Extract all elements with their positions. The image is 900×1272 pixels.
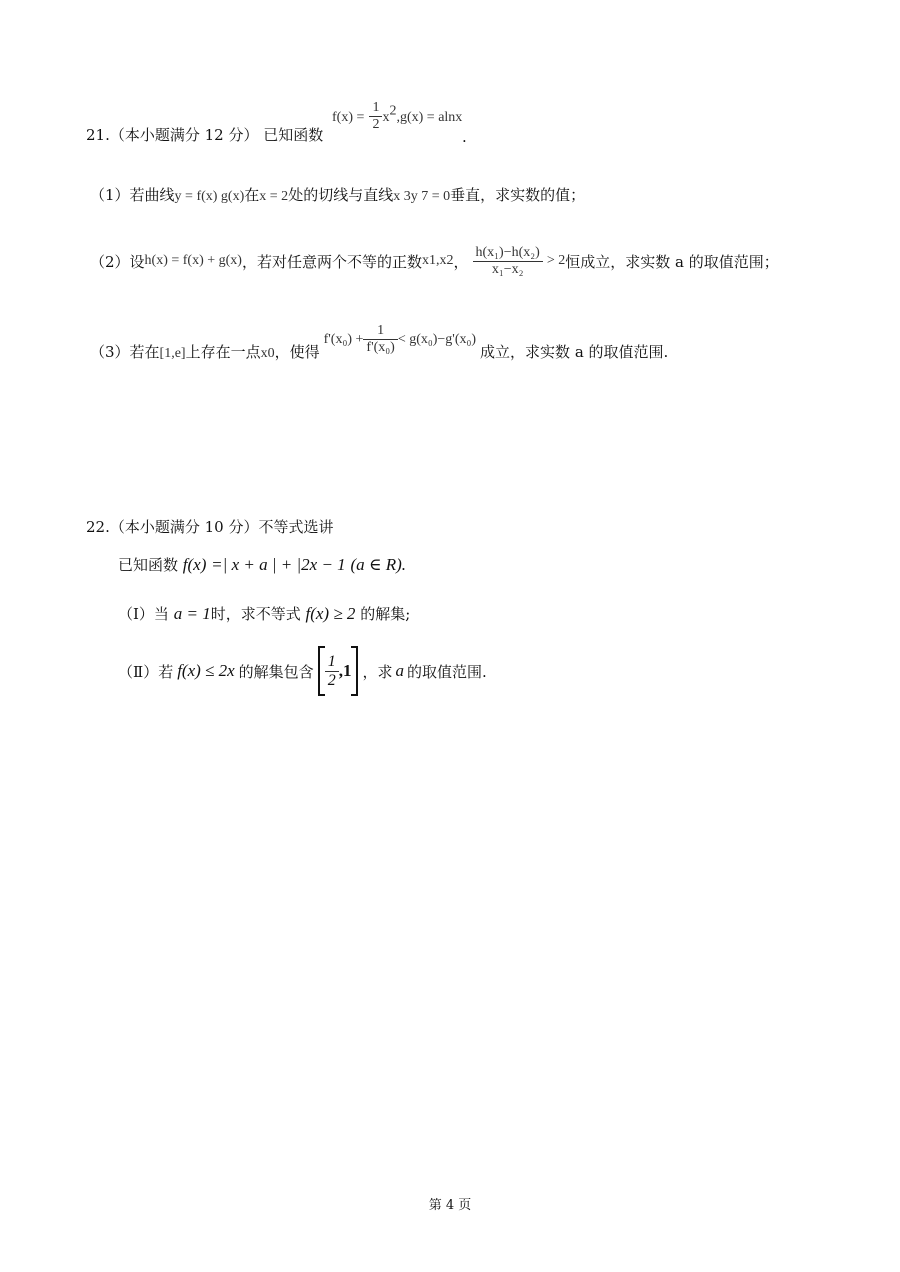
q21-part3: [90, 308, 668, 362]
q21-function-definition: [332, 100, 462, 133]
def-g: ,g(x) = alnx: [396, 110, 463, 125]
q22-p2-text-a: （Ⅱ）若: [118, 662, 174, 681]
def-f-exp: 2: [389, 103, 397, 119]
p3-text-d: 成立，求实数 a 的取值范围.: [480, 343, 669, 361]
p2-text-a: （2）设: [90, 252, 145, 271]
q22-p2-text-c: ，求: [362, 662, 393, 681]
p1-math-curve: y = f(x) g(x): [174, 189, 245, 204]
p3-math-interval: [1,e]: [159, 346, 186, 361]
q22-intro: [118, 554, 406, 575]
q22-p2-fraction: [325, 653, 339, 690]
q22-p2-one: ,1: [338, 661, 352, 680]
q22-p2-interval: [318, 646, 359, 696]
p3-num: 1: [377, 323, 385, 338]
q22-p1-text-a: （Ⅰ）当: [118, 605, 169, 623]
intro-domain: (a ∈ R).: [350, 555, 406, 574]
p2-text-b: ，若对任意两个不等的正数: [241, 252, 422, 271]
q22-p1-text-b: 时，求不等式: [210, 605, 301, 623]
p2-sub1: 1: [429, 253, 436, 268]
intro-text: 已知函数: [118, 556, 179, 574]
p2-math-x1: x: [422, 253, 429, 268]
p3-math-x0: x: [260, 346, 268, 361]
p1-text-b: 在: [244, 186, 260, 204]
p1-math-line: x 3y 7 = 0: [393, 189, 451, 204]
q22-p2-a: a: [395, 661, 404, 680]
q22-p2-text-b: 的解集包含: [238, 662, 314, 681]
p3-sub0: 0: [267, 346, 275, 361]
q21-heading-row: [86, 124, 323, 145]
q21-part2: [90, 236, 779, 286]
p1-text-c: 处的切线与直线: [288, 186, 394, 204]
p3-text-c: ，使得: [274, 343, 320, 361]
q21-heading: 21.（本小题满分 12 分） 已知函数: [86, 126, 324, 144]
q22-part2: [118, 644, 487, 698]
q22-p2-den: 2: [327, 671, 336, 689]
q22-part1: [118, 603, 410, 624]
p3-den: f'(x₀): [366, 340, 395, 355]
p1-math-x: x = 2: [259, 189, 289, 204]
q22-p1-ineq: f(x) ≥ 2: [305, 604, 356, 623]
p3-inequality: [324, 323, 476, 356]
def-f-var: x: [382, 110, 390, 125]
q22-p2-num: 1: [327, 652, 336, 670]
p2-den: x₁−x₂: [491, 261, 524, 277]
p1-text-d: 垂直，求实数的值；: [450, 186, 586, 204]
q22-p1-a-eq: a = 1: [173, 604, 211, 623]
p2-gt: > 2: [546, 253, 566, 268]
p2-math-h: h(x) = f(x) + g(x): [144, 253, 242, 268]
p3-text-a: （3）若在: [90, 343, 160, 361]
p1-text-a: （1）若曲线: [90, 186, 175, 204]
def-f-den: 2: [372, 117, 380, 132]
p2-text-c: ，: [453, 252, 469, 271]
p3-rhs: < g(x₀)−g'(x₀): [397, 331, 477, 347]
p3-lhs: f'(x₀) +: [323, 331, 364, 347]
q22-p1-text-c: 的解集;: [360, 605, 411, 623]
left-bracket: [318, 646, 325, 696]
p3-text-b: 上存在一点: [185, 343, 261, 361]
def-f-left: f(x) =: [332, 110, 365, 125]
q21-period: .: [462, 128, 467, 146]
p2-math-x2: ,x: [436, 253, 447, 268]
p2-text-d: 恒成立，求实数 a 的取值范围；: [565, 252, 779, 271]
page-number: 第 4 页: [428, 1198, 472, 1213]
q22-p2-ineq: f(x) ≤ 2x: [177, 661, 235, 680]
p3-fraction: [363, 323, 397, 356]
p2-sub2: 2: [446, 253, 454, 268]
q22-heading: 22.（本小题满分 10 分）不等式选讲: [86, 518, 334, 536]
right-bracket: [351, 646, 358, 696]
q22-p2-text-d: 的取值范围.: [406, 662, 487, 681]
def-f-fraction: [369, 100, 382, 133]
p2-fraction: [473, 245, 543, 278]
q21-part1: [90, 184, 585, 205]
p2-num: h(x₁)−h(x₂): [475, 244, 540, 260]
intro-expr: =| x + a | + |2x − 1: [211, 555, 346, 574]
intro-f: f(x): [182, 555, 207, 574]
def-f-num: 1: [372, 100, 380, 115]
